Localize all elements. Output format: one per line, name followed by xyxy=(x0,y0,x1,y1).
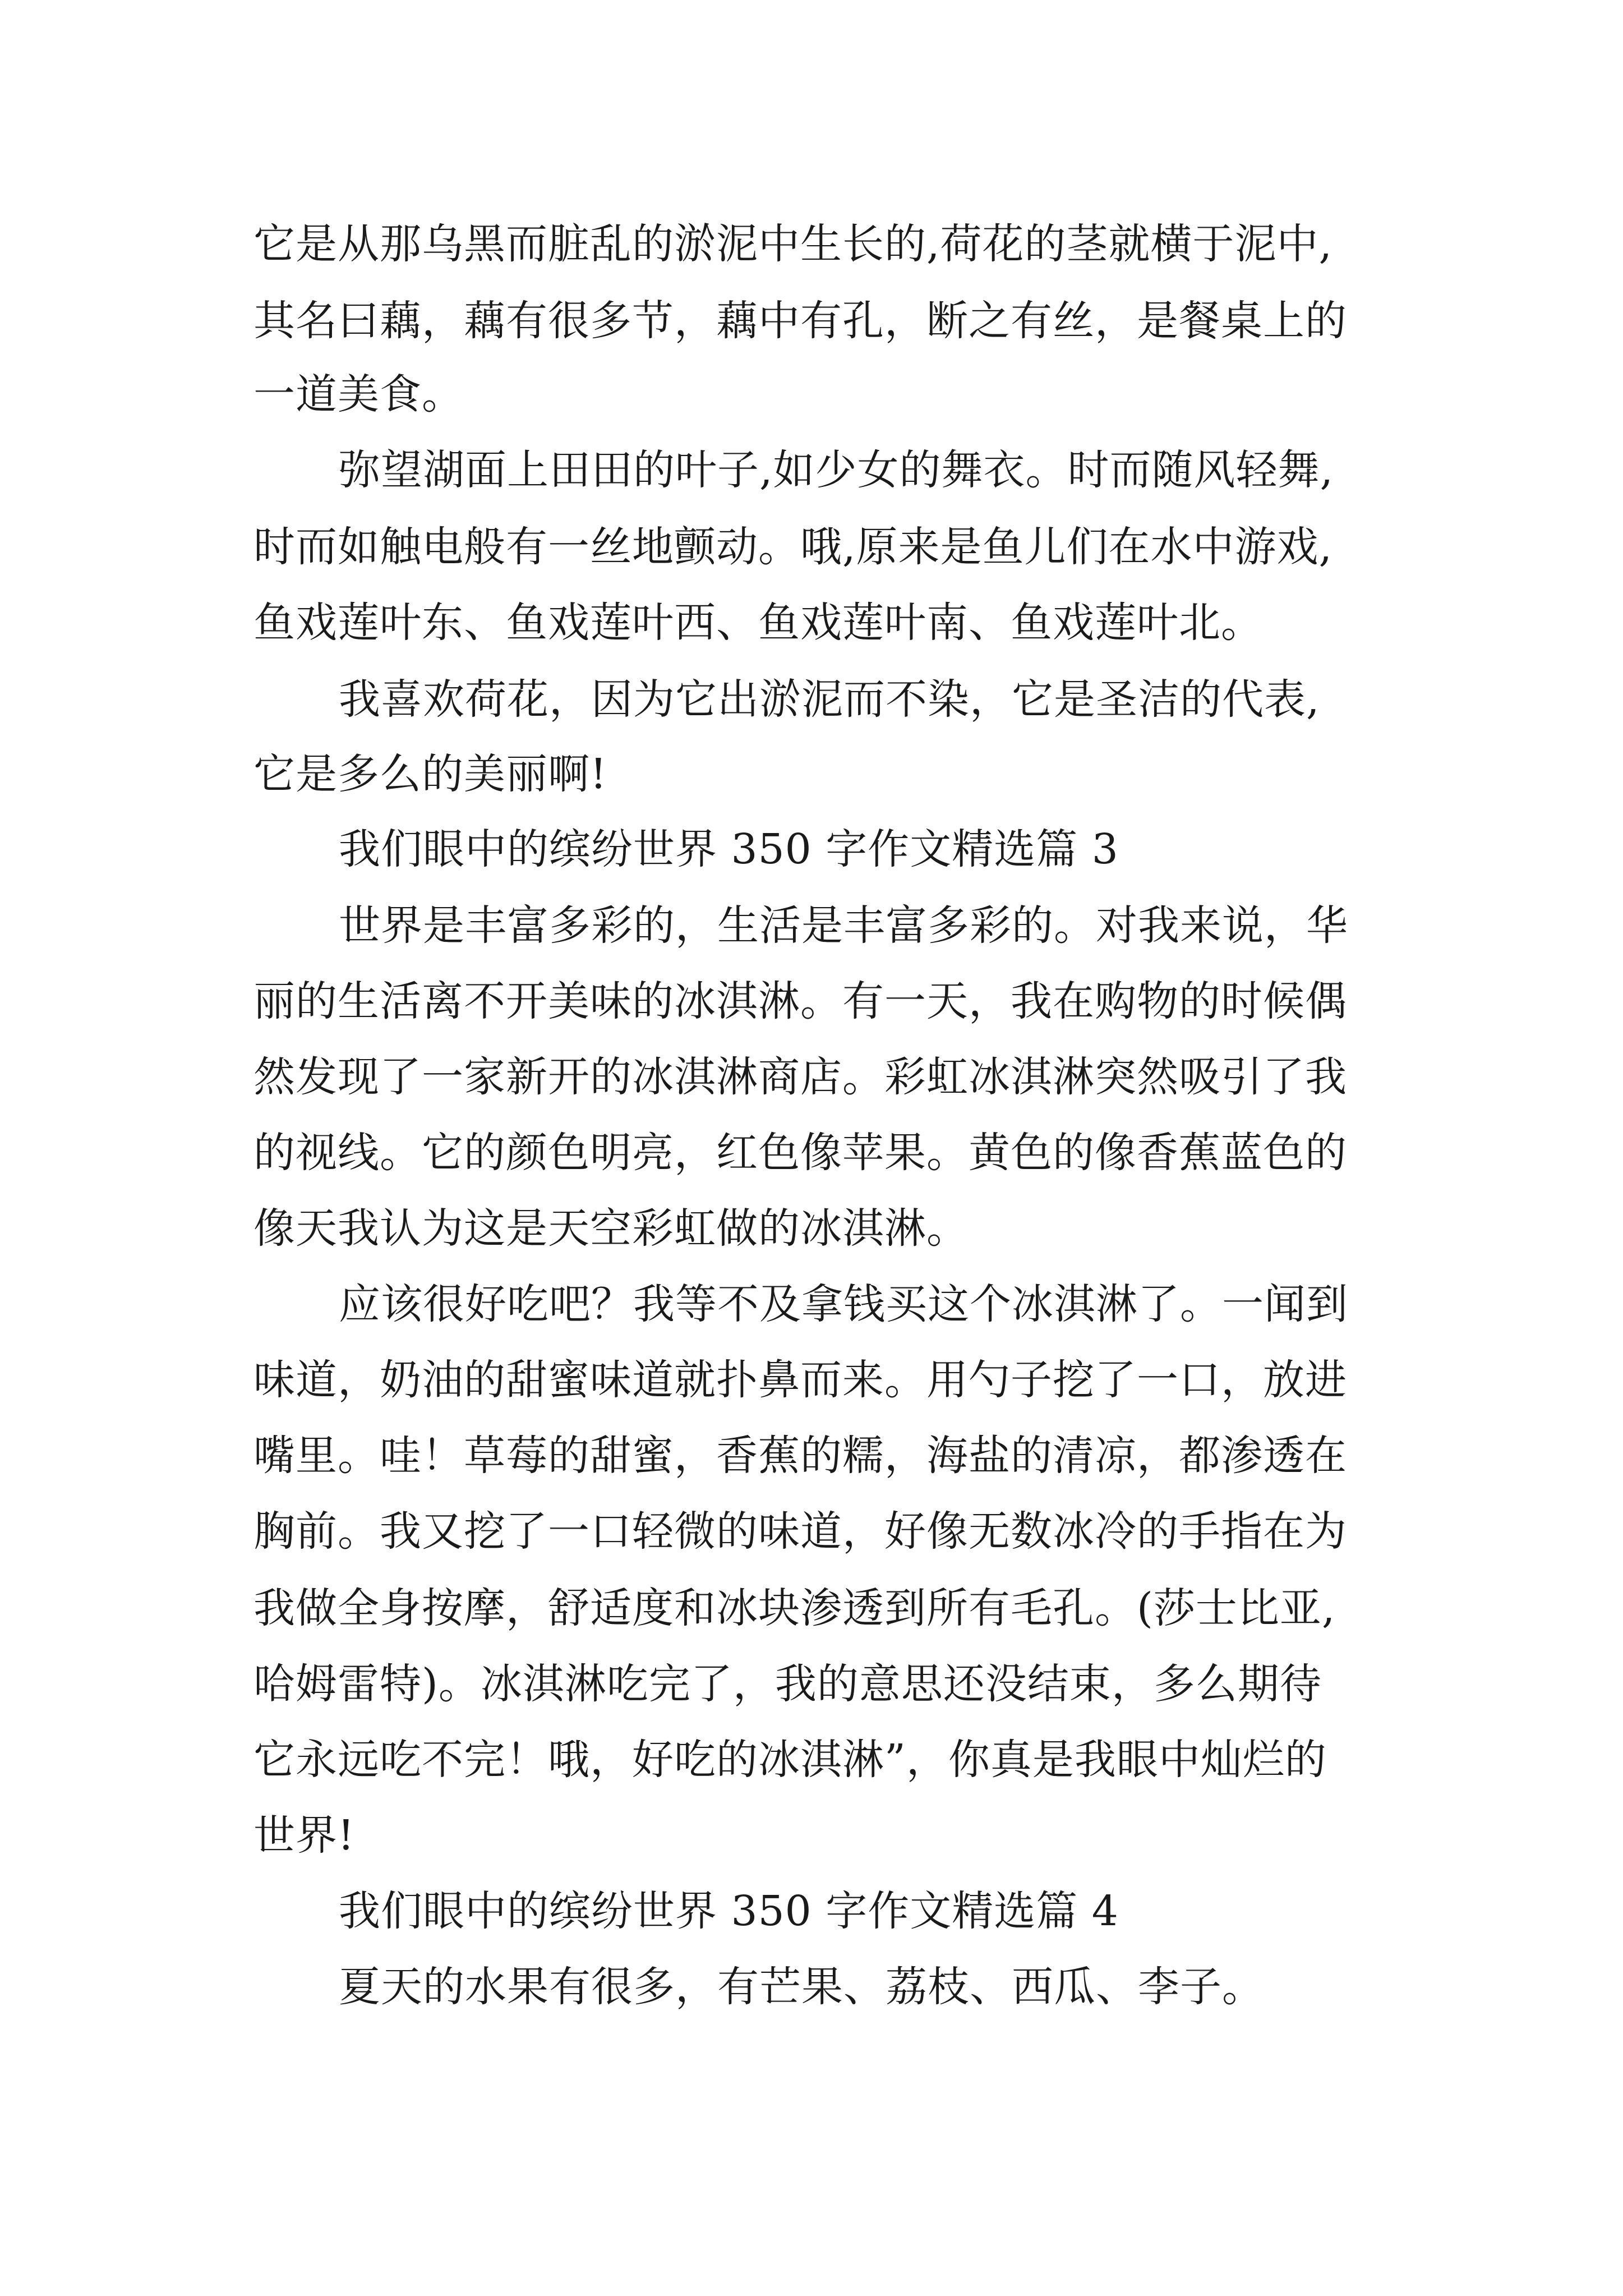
paragraph-line: 它是多么的美丽啊! xyxy=(253,750,607,798)
paragraph-line: 时而如触电般有一丝地颤动。哦,原来是鱼儿们在水中游戏, xyxy=(253,523,1333,571)
paragraph-line: 世界是丰富多彩的，生活是丰富多彩的。对我来说，华 xyxy=(339,901,1348,950)
paragraph-line: 味道，奶油的甜蜜味道就扑鼻而来。用勺子挖了一口，放进 xyxy=(253,1356,1347,1404)
paragraph-line: 一道美食。 xyxy=(253,370,464,418)
paragraph-line: 我喜欢荷花，因为它出淤泥而不染，它是圣洁的代表, xyxy=(339,675,1320,724)
paragraph-line: 世界! xyxy=(253,1811,355,1860)
paragraph-line: 哈姆雷特)。冰淇淋吃完了，我的意思还没结束，多么期待 xyxy=(253,1660,1322,1708)
paragraph-line: 像天我认为这是天空彩虹做的冰淇淋。 xyxy=(253,1204,969,1253)
paragraph-line: 应该很好吃吧？我等不及拿钱买这个冰淇淋了。一闻到 xyxy=(339,1280,1348,1328)
paragraph-line: 嘴里。哇！草莓的甜蜜，香蕉的糯，海盐的清凉，都渗透在 xyxy=(253,1432,1347,1480)
paragraph-line: 夏天的水果有很多，有芒果、荔枝、西瓜、李子。 xyxy=(339,1963,1264,2011)
paragraph-line: 的视线。它的颜色明亮，红色像苹果。黄色的像香蕉蓝色的 xyxy=(253,1129,1347,1177)
paragraph-line: 我做全身按摩，舒适度和冰块渗透到所有毛孔。(莎士比亚, xyxy=(253,1584,1336,1632)
paragraph-line: 胸前。我又挖了一口轻微的味道，好像无数冰冷的手指在为 xyxy=(253,1507,1347,1556)
paragraph-line: 鱼戏莲叶东、鱼戏莲叶西、鱼戏莲叶南、鱼戏莲叶北。 xyxy=(253,599,1263,647)
section-heading: 我们眼中的缤纷世界 350 字作文精选篇 3 xyxy=(339,825,1119,873)
paragraph-line: 丽的生活离不开美味的冰淇淋。有一天，我在购物的时候偶 xyxy=(253,977,1347,1025)
paragraph-line: 其名曰藕，藕有很多节，藕中有孔，断之有丝，是餐桌上的 xyxy=(253,297,1347,345)
paragraph-line: 它永远吃不完！哦，好吃的冰淇淋”，你真是我眼中灿烂的 xyxy=(253,1736,1327,1784)
paragraph-line: 弥望湖面上田田的叶子,如少女的舞衣。时而随风轻舞, xyxy=(339,446,1334,494)
paragraph-line: 它是从那乌黑而脏乱的淤泥中生长的,荷花的茎就横于泥中, xyxy=(253,220,1333,268)
section-heading: 我们眼中的缤纷世界 350 字作文精选篇 4 xyxy=(339,1887,1119,1935)
paragraph-line: 然发现了一家新开的冰淇淋商店。彩虹冰淇淋突然吸引了我 xyxy=(253,1053,1347,1101)
